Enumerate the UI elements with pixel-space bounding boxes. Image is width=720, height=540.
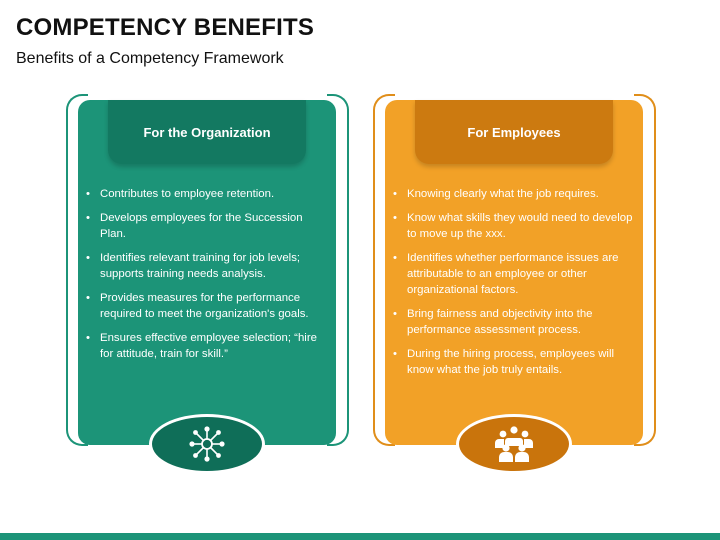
- bottom-accent-bar: [0, 533, 720, 540]
- list-item-text: Ensures effective employee selection; “hire for attitude, train for skill.”: [100, 332, 317, 360]
- org-card-heading: For the Organization: [143, 124, 271, 140]
- emp-card-heading: For Employees: [467, 124, 561, 140]
- org-card-header: [108, 100, 306, 164]
- list-item-text: Develops employees for the Succession Plan.: [100, 212, 303, 240]
- bullet-marker: •: [393, 308, 397, 320]
- list-item: [393, 306, 637, 338]
- bullet-marker: •: [393, 348, 397, 360]
- list-item: [86, 186, 330, 202]
- bullet-marker: •: [86, 212, 90, 224]
- list-item: [86, 250, 330, 282]
- list-item-text: Identifies relevant training for job levels; supports training needs analysis.: [100, 252, 301, 280]
- list-item-text: Knowing clearly what the job requires.: [407, 188, 599, 200]
- list-item: [393, 346, 637, 378]
- list-item-text: Identifies whether performance issues are attributable to an employee or other organizational factors.: [407, 252, 619, 296]
- bullet-marker: •: [393, 188, 397, 200]
- org-benefits-list: [86, 186, 330, 370]
- list-item: [393, 186, 637, 202]
- bullet-marker: •: [393, 212, 397, 224]
- org-icon-badge: [149, 414, 265, 474]
- bullet-marker: •: [393, 252, 397, 264]
- employees-group-icon: [492, 424, 536, 464]
- emp-icon-badge: [456, 414, 572, 474]
- network-nodes-icon: [187, 424, 227, 464]
- list-item-text: Know what skills they would need to develop to move up the xxx.: [407, 212, 633, 240]
- list-item: [86, 290, 330, 322]
- list-item-text: During the hiring process, employees will know what the job truly entails.: [407, 348, 615, 376]
- list-item-text: Provides measures for the performance required to meet the organization's goals.: [100, 292, 309, 320]
- page-title: COMPETENCY BENEFITS: [16, 14, 315, 41]
- page-subtitle: Benefits of a Competency Framework: [16, 50, 284, 67]
- bullet-marker: •: [86, 252, 90, 264]
- bullet-marker: •: [86, 188, 90, 200]
- list-item-text: Contributes to employee retention.: [100, 188, 275, 200]
- list-item: [393, 210, 637, 242]
- bullet-marker: •: [86, 292, 90, 304]
- list-item: [393, 250, 637, 298]
- list-item: [86, 330, 330, 362]
- emp-benefits-list: [393, 186, 637, 386]
- emp-card-header: [415, 100, 613, 164]
- list-item-text: Bring fairness and objectivity into the performance assessment process.: [407, 308, 593, 336]
- list-item: [86, 210, 330, 242]
- bullet-marker: •: [86, 332, 90, 344]
